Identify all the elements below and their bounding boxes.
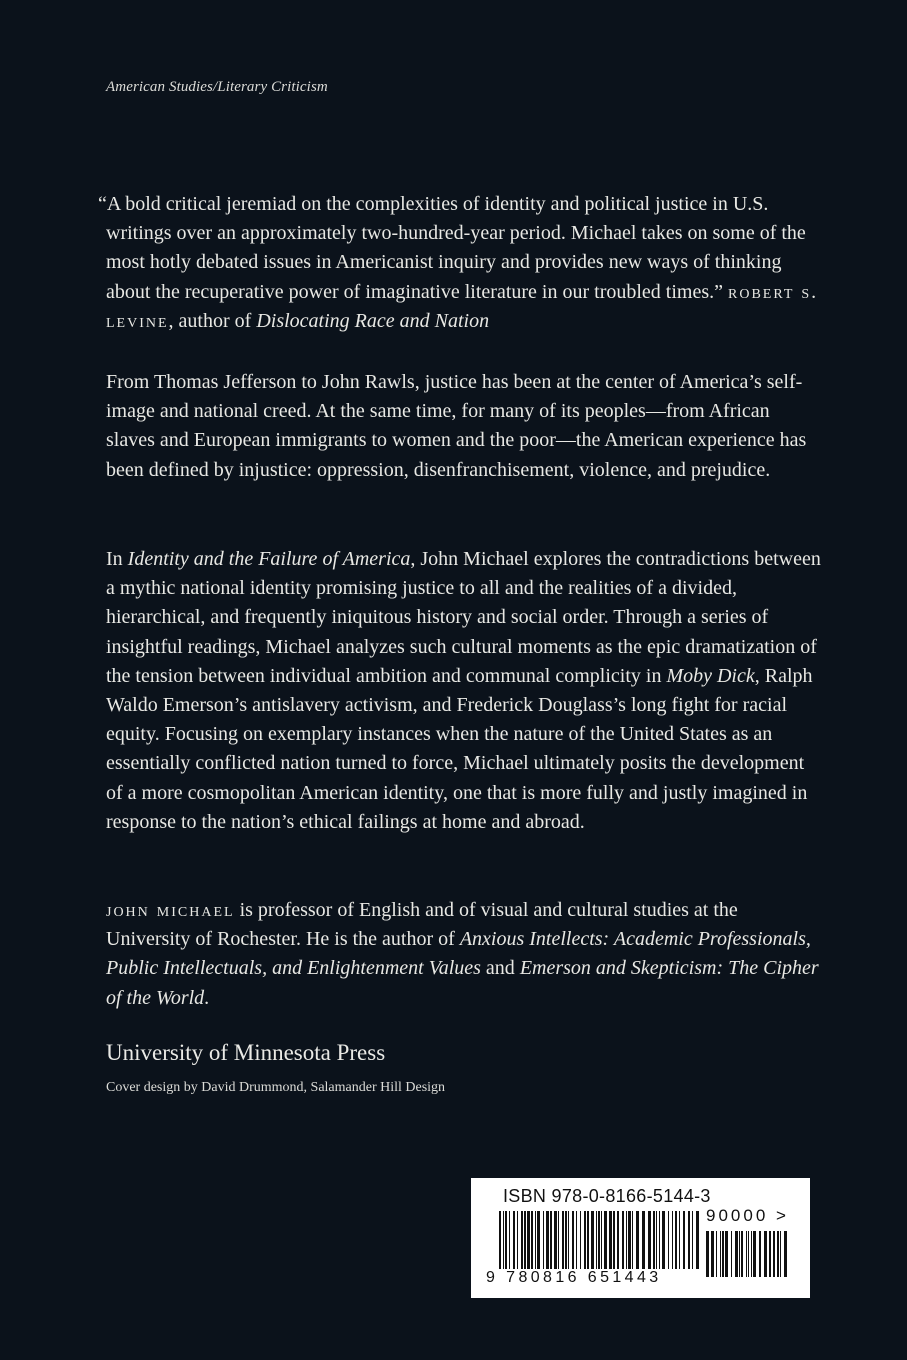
barcode-bar bbox=[739, 1231, 740, 1277]
bio-book1: Anxious Intellects: Academic Professionals, Public Intellectuals, and Enlightenment Values bbox=[106, 928, 811, 980]
barcode-bar bbox=[662, 1211, 665, 1269]
barcode-bar bbox=[565, 1211, 567, 1269]
barcode-bar bbox=[517, 1211, 518, 1269]
barcode-bar bbox=[527, 1211, 530, 1269]
barcode-bar bbox=[692, 1211, 693, 1269]
barcode-bar bbox=[613, 1211, 615, 1269]
blurb-author: robert s. levine bbox=[106, 280, 819, 332]
barcode-bar bbox=[499, 1211, 501, 1269]
barcode-bar bbox=[601, 1211, 602, 1269]
barcode-bar bbox=[659, 1211, 660, 1269]
bio-end: . bbox=[204, 986, 210, 1009]
barcode-bar bbox=[568, 1211, 569, 1269]
barcode-bar bbox=[748, 1231, 749, 1277]
barcode-bar bbox=[648, 1211, 651, 1269]
barcode-bar bbox=[668, 1211, 669, 1269]
barcode-bar bbox=[562, 1211, 564, 1269]
barcode-bar bbox=[769, 1231, 771, 1277]
barcode-bar bbox=[656, 1211, 657, 1269]
category-label: American Studies/Literary Criticism bbox=[106, 79, 328, 95]
barcode-bar bbox=[513, 1211, 515, 1269]
barcode-bar bbox=[604, 1211, 607, 1269]
barcode-bar bbox=[711, 1231, 714, 1277]
barcode-bar bbox=[505, 1211, 507, 1269]
para2-lead: In bbox=[106, 548, 128, 570]
barcode-bar bbox=[636, 1211, 639, 1269]
endorsement-blurb bbox=[98, 190, 822, 336]
barcode-bar bbox=[591, 1211, 594, 1269]
publisher-name: University of Minnesota Press bbox=[106, 1040, 386, 1065]
barcode-bar bbox=[679, 1211, 680, 1269]
barcode-bar bbox=[596, 1211, 597, 1269]
barcode-bar bbox=[622, 1211, 624, 1269]
description-paragraph-1: From Thomas Jefferson to John Rawls, justice has been at the center of America’s self-image and national creed. At the same time, for many of its peoples—from African slaves and European immigrants to women and the poor—the American experience has been defined by injustice: oppression, disenfranchisement, violence, and prejudice. bbox=[106, 371, 807, 481]
barcode-bar bbox=[753, 1231, 756, 1277]
barcode-bar bbox=[688, 1211, 690, 1269]
barcode-bar bbox=[784, 1231, 787, 1277]
blurb-attribution: , author of bbox=[168, 309, 257, 332]
barcode-bar bbox=[543, 1211, 544, 1269]
barcode-bar bbox=[617, 1211, 619, 1269]
barcode-bar bbox=[751, 1231, 752, 1277]
description-paragraph-2 bbox=[106, 545, 822, 837]
cover-design-credit: Cover design by David Drummond, Salamander Hill Design bbox=[106, 1080, 446, 1095]
barcode-bar bbox=[773, 1231, 775, 1277]
book-title: Identity and the Failure of America bbox=[127, 548, 411, 570]
barcode-bar bbox=[642, 1211, 645, 1269]
barcode-bar bbox=[632, 1211, 633, 1269]
blurb-book-title: Dislocating Race and Nation bbox=[256, 309, 490, 332]
barcode-bar bbox=[720, 1231, 721, 1277]
barcode-bar bbox=[550, 1211, 552, 1269]
barcode-bar bbox=[696, 1211, 699, 1269]
barcode-bar bbox=[580, 1211, 581, 1269]
barcode-bar bbox=[777, 1231, 779, 1277]
barcode-bar bbox=[731, 1231, 732, 1277]
barcode-bar bbox=[683, 1211, 685, 1269]
barcode-bar bbox=[584, 1211, 586, 1269]
barcode-bar bbox=[746, 1231, 747, 1277]
barcode-bar bbox=[535, 1211, 536, 1269]
barcode-bar bbox=[554, 1211, 557, 1269]
barcode-bar bbox=[587, 1211, 589, 1269]
barcode-bar bbox=[609, 1211, 612, 1269]
moby-dick-title: Moby Dick bbox=[666, 664, 755, 687]
barcode-bar bbox=[764, 1231, 767, 1277]
ean-digits: 9 780816 651443 bbox=[486, 1269, 662, 1286]
author-bio bbox=[106, 896, 822, 1013]
barcode-bar bbox=[759, 1231, 761, 1277]
barcode-bar bbox=[558, 1211, 559, 1269]
bio-book2: Emerson and Skepticism: The Cipher of the World bbox=[106, 957, 819, 1009]
barcode-bar bbox=[780, 1231, 781, 1277]
barcode-bar bbox=[653, 1211, 655, 1269]
blurb-quote: “A bold critical jeremiad on the complexities of identity and political justice in U.S. writings over an approximately two-hundred-year period. Michael takes on some of the most hotly debated issues in Americanist inquiry and provides new ways of thinking about the recuperative power of imaginative literature in our troubled times.” bbox=[98, 193, 806, 303]
barcode-bar bbox=[576, 1211, 577, 1269]
barcode-bar bbox=[598, 1211, 600, 1269]
bio-author-name: john michael bbox=[106, 899, 235, 921]
barcode-bar bbox=[725, 1231, 728, 1277]
barcode-bar bbox=[537, 1211, 540, 1269]
bio-and: and bbox=[480, 957, 520, 980]
barcode-bar bbox=[531, 1211, 533, 1269]
barcode-bar bbox=[546, 1211, 549, 1269]
barcode-bar bbox=[722, 1231, 724, 1277]
isbn-label: ISBN 978-0-8166-5144-3 bbox=[503, 1186, 711, 1206]
barcode-bar bbox=[628, 1211, 631, 1269]
para2-part2: , Ralph Waldo Emerson’s antislavery activism, and Frederick Douglass’s long fight for racial equity. Focusing on exemplary instances when the nature of the United States as an essentially conflicted nation turned to force, Michael ultimately posits the development of a more cosmopolitan American identity, one that is more fully and justly imagined in response to the nation’s ethical failings at home and abroad. bbox=[106, 664, 813, 833]
barcode-bar bbox=[741, 1231, 743, 1277]
barcode-bar bbox=[524, 1211, 526, 1269]
barcode-bar bbox=[716, 1231, 717, 1277]
barcode-bar bbox=[521, 1211, 523, 1269]
addon-barcode bbox=[706, 1231, 788, 1277]
para2-part1: , John Michael explores the contradictions between a mythic national identity promising justice to all and the realities of a divided, hierarchical, and frequently iniquitous history and social order. Through a series of insightful readings, Michael analyzes such cultural moments as the epic dramatization of the tension between individual ambition and communal complicity in bbox=[106, 548, 821, 687]
barcode-bar bbox=[672, 1211, 673, 1269]
price-addon-label: 90000 > bbox=[706, 1206, 789, 1225]
barcode-bar bbox=[735, 1231, 738, 1277]
barcode-bar bbox=[675, 1211, 677, 1269]
barcode-bar bbox=[503, 1211, 504, 1269]
bio-part1: is professor of English and of visual and cultural studies at the University of Rochester. He is the author of bbox=[106, 899, 738, 951]
barcode-bar bbox=[509, 1211, 510, 1269]
barcode-bar bbox=[706, 1231, 709, 1277]
barcode-bar bbox=[626, 1211, 627, 1269]
barcode-bar bbox=[572, 1211, 574, 1269]
